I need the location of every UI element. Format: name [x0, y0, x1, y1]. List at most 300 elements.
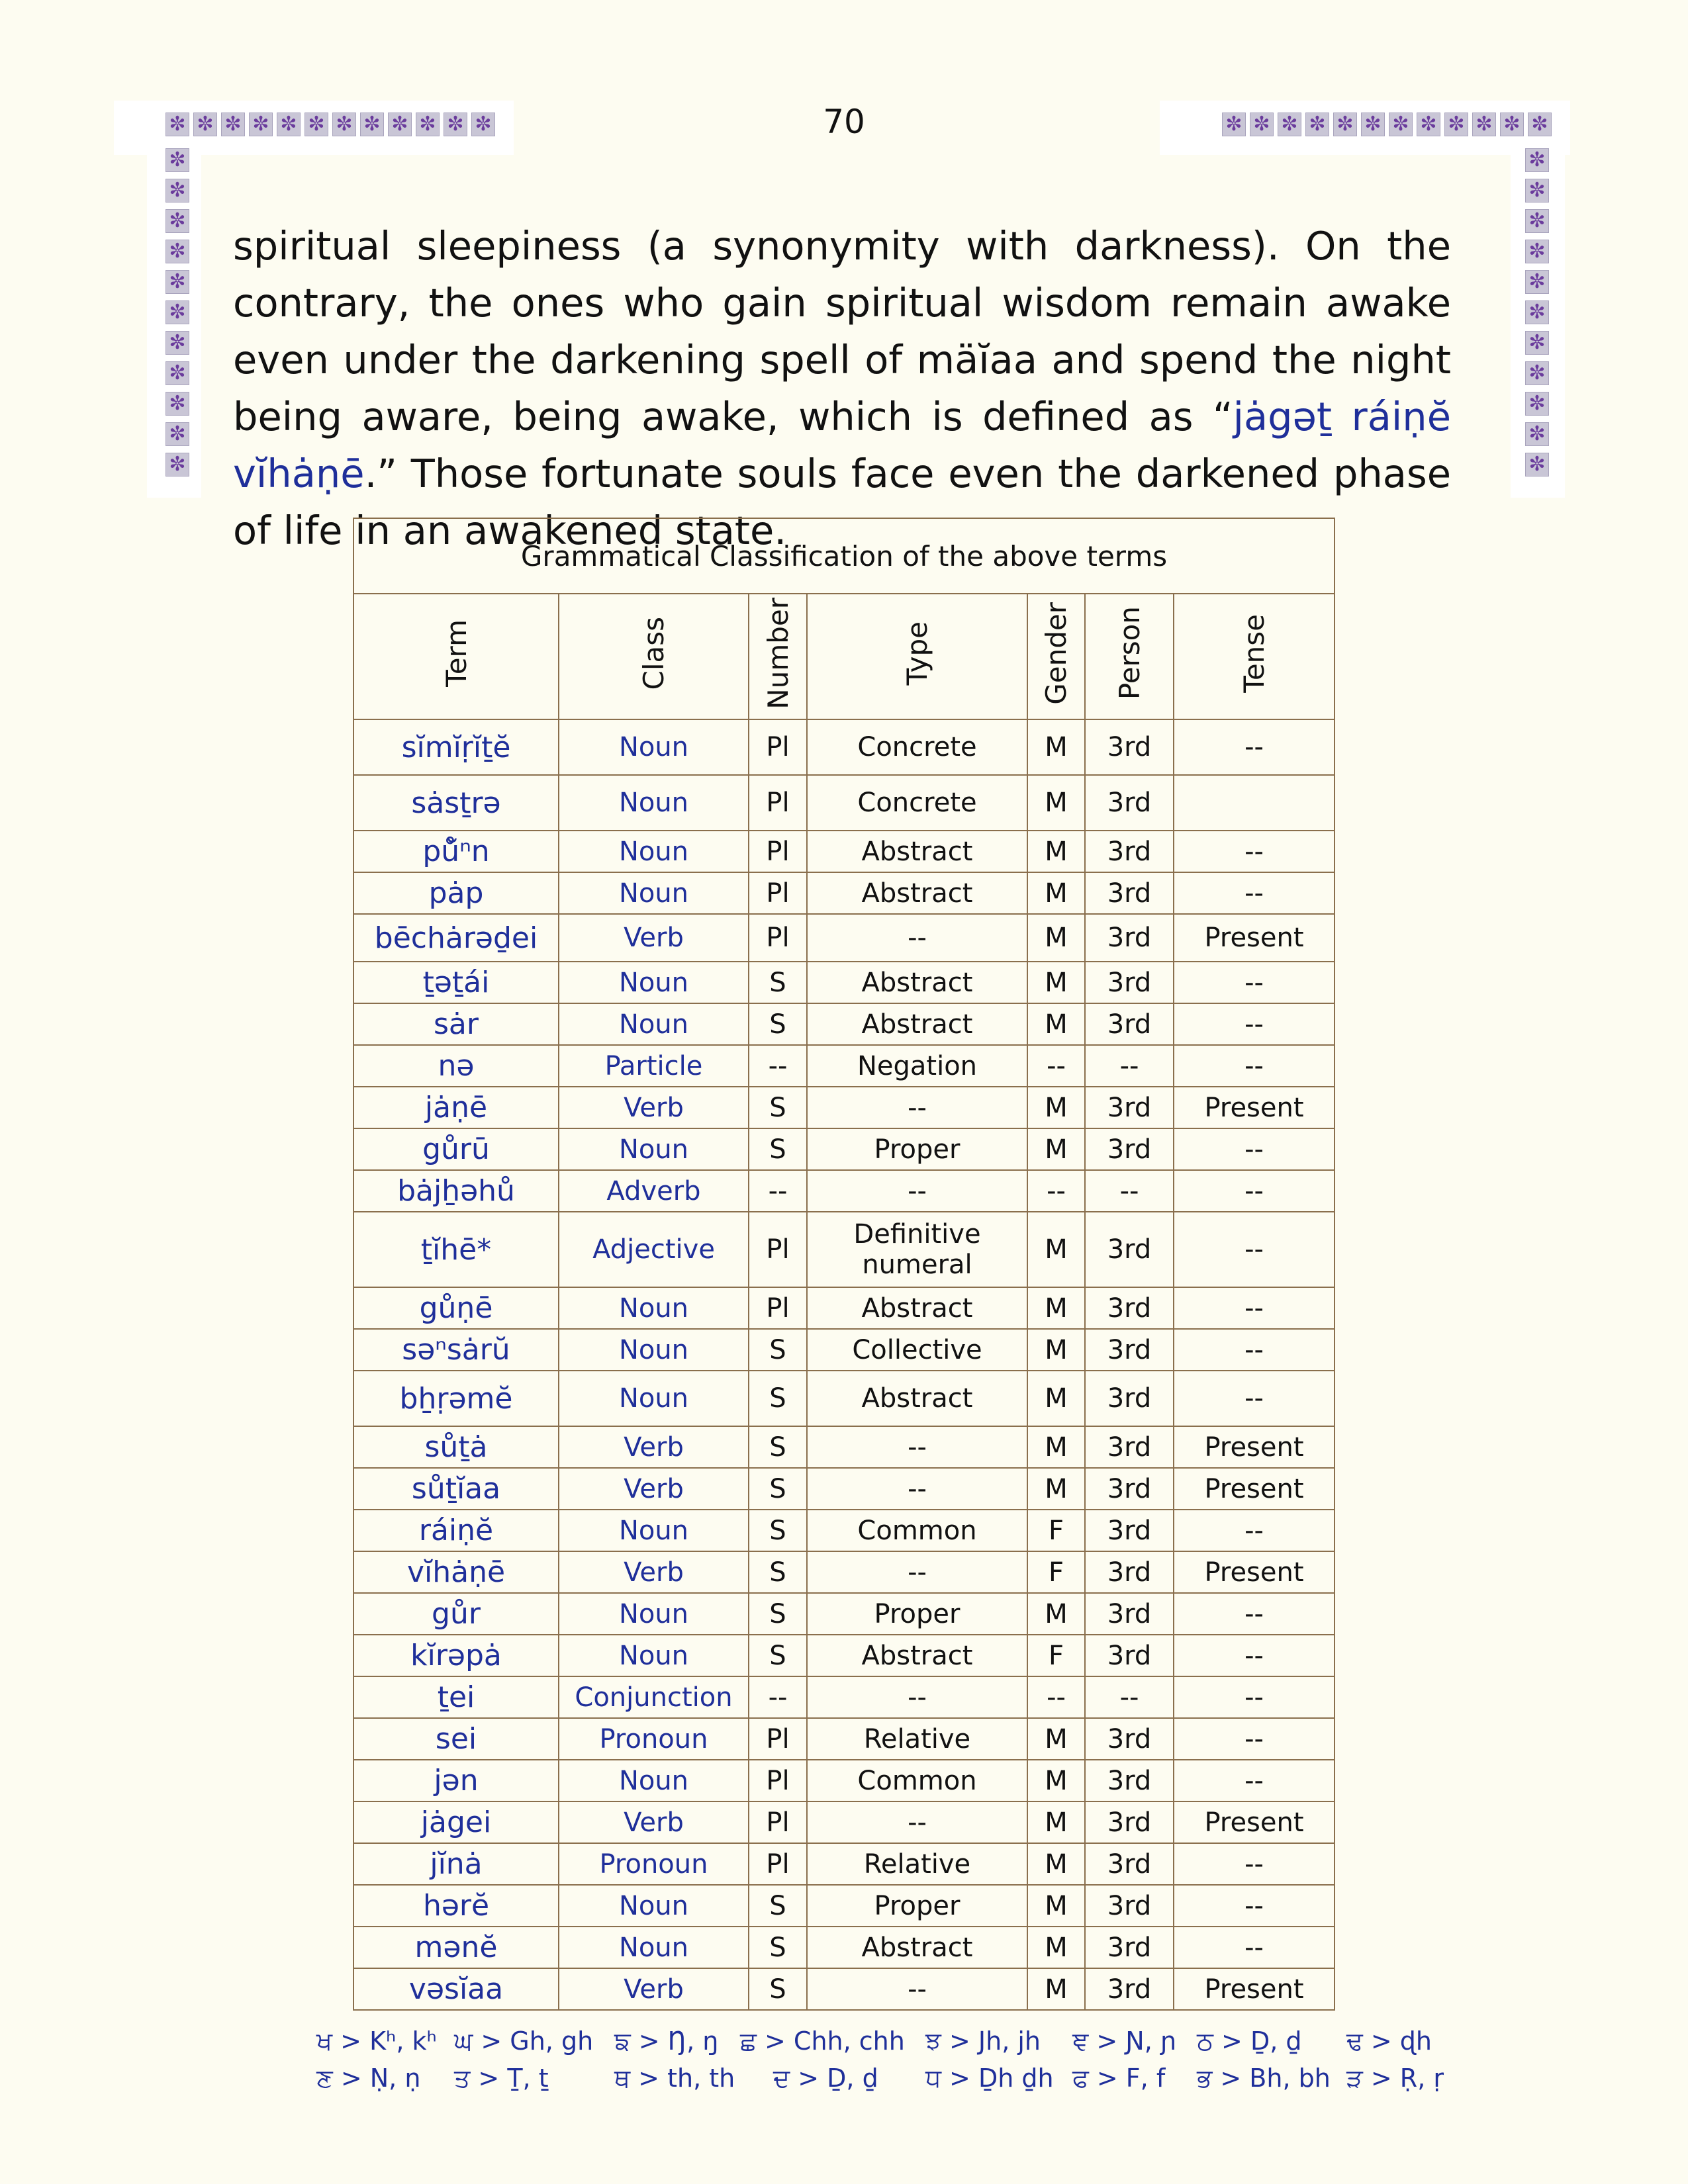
cell-person: 3rd [1085, 1468, 1174, 1510]
paragraph-quote-term: jȧgəṯ ráiṇĕ vĭhȧṇē [233, 394, 1451, 496]
flower-ornament-icon: ✼ [1525, 422, 1549, 446]
cell-gender: M [1027, 719, 1085, 775]
cell-tense: -- [1174, 1045, 1335, 1087]
legend-item: ਭ > Bh, bh [1197, 2064, 1331, 2093]
cell-type: -- [807, 1426, 1027, 1468]
cell-term: mənĕ [353, 1927, 559, 1968]
cell-gender: F [1027, 1635, 1085, 1676]
cell-tense [1174, 775, 1335, 831]
header-tense-label: Tense [1238, 614, 1270, 693]
flower-ornament-icon: ✼ [193, 113, 217, 136]
cell-type: Proper [807, 1128, 1027, 1170]
header-term-label: Term [440, 619, 473, 687]
cell-number: S [749, 1371, 807, 1426]
header-gender-label: Gender [1040, 602, 1072, 705]
cell-term: bȧjẖəhů [353, 1170, 559, 1212]
cell-term: vəsĭaa [353, 1968, 559, 2010]
cell-gender: -- [1027, 1170, 1085, 1212]
cell-gender: M [1027, 914, 1085, 962]
table-row [353, 831, 1335, 872]
cell-class: Noun [559, 775, 749, 831]
cell-tense: -- [1174, 1170, 1335, 1212]
cell-person: 3rd [1085, 1128, 1174, 1170]
flower-ornament-icon: ✼ [1525, 331, 1549, 355]
cell-term: jȧṇē [353, 1087, 559, 1128]
flower-ornament-icon: ✼ [165, 392, 189, 416]
cell-term: ṯəṯái [353, 962, 559, 1003]
cell-type: Concrete [807, 775, 1027, 831]
cell-gender: M [1027, 775, 1085, 831]
header-class [559, 594, 749, 719]
cell-class: Verb [559, 1968, 749, 2010]
cell-class: Verb [559, 1468, 749, 1510]
cell-type: Abstract [807, 1927, 1027, 1968]
flower-ornament-icon: ✼ [1305, 113, 1329, 136]
cell-term: jĭnȧ [353, 1843, 559, 1885]
legend-item: ਛ > Chh, chh [740, 2026, 905, 2056]
table-caption: Grammatical Classification of the above terms [353, 518, 1335, 594]
legend-item: ਠ > Ḏ, ḏ [1197, 2026, 1302, 2056]
header-number-label: Number [761, 597, 794, 709]
cell-class: Verb [559, 1551, 749, 1593]
table-row [353, 1087, 1335, 1128]
cell-number: S [749, 1510, 807, 1551]
table-header-row [353, 594, 1335, 719]
flower-ornament-icon: ✼ [1389, 113, 1413, 136]
cell-person: -- [1085, 1045, 1174, 1087]
flower-ornament-icon: ✼ [1444, 113, 1468, 136]
cell-gender: M [1027, 872, 1085, 914]
cell-type: Negation [807, 1045, 1027, 1087]
flower-ornament-icon: ✼ [249, 113, 273, 136]
cell-number: Pl [749, 1287, 807, 1329]
flower-ornament-icon: ✼ [1222, 113, 1246, 136]
header-person-label: Person [1113, 606, 1146, 700]
cell-tense: -- [1174, 1885, 1335, 1927]
flower-ornament-icon: ✼ [1525, 179, 1549, 203]
cell-gender: M [1027, 1843, 1085, 1885]
cell-number: S [749, 1329, 807, 1371]
cell-term: sůṯĭaa [353, 1468, 559, 1510]
table-row [353, 1551, 1335, 1593]
cell-number: Pl [749, 1801, 807, 1843]
cell-gender: M [1027, 1801, 1085, 1843]
paragraph-text-after: .” Those fortunate souls face even the darkened phase of life in an awakened state. [233, 451, 1451, 553]
cell-gender: M [1027, 1128, 1085, 1170]
cell-number: Pl [749, 872, 807, 914]
cell-tense: -- [1174, 831, 1335, 872]
flower-ornament-icon: ✼ [165, 113, 189, 136]
cell-type: -- [807, 1801, 1027, 1843]
flower-ornament-icon: ✼ [1278, 113, 1301, 136]
cell-number: S [749, 1593, 807, 1635]
flower-ornament-icon: ✼ [1525, 453, 1549, 477]
cell-person: 3rd [1085, 1593, 1174, 1635]
cell-type: -- [807, 914, 1027, 962]
cell-term: ṯĭhē* [353, 1212, 559, 1287]
table-row [353, 1593, 1335, 1635]
cell-number: -- [749, 1170, 807, 1212]
cell-term: jȧgei [353, 1801, 559, 1843]
cell-tense: -- [1174, 1676, 1335, 1718]
table-row [353, 872, 1335, 914]
cell-class: Noun [559, 962, 749, 1003]
cell-person: 3rd [1085, 1801, 1174, 1843]
cell-tense: -- [1174, 1371, 1335, 1426]
flower-ornament-icon: ✼ [1525, 361, 1549, 385]
cell-person: 3rd [1085, 1510, 1174, 1551]
table-row [353, 1885, 1335, 1927]
cell-person: 3rd [1085, 1718, 1174, 1760]
cell-term: pȧp [353, 872, 559, 914]
table-caption-row [353, 518, 1335, 594]
cell-person: 3rd [1085, 1426, 1174, 1468]
cell-gender: M [1027, 1468, 1085, 1510]
legend-item: ਣ > Ṇ, ṇ [316, 2064, 421, 2093]
cell-type: Collective [807, 1329, 1027, 1371]
cell-number: Pl [749, 1212, 807, 1287]
cell-class: Noun [559, 1287, 749, 1329]
cell-type: Common [807, 1510, 1027, 1551]
cell-type: Definitive numeral [807, 1212, 1027, 1287]
cell-person: 3rd [1085, 1885, 1174, 1927]
cell-class: Adverb [559, 1170, 749, 1212]
cell-number: Pl [749, 914, 807, 962]
cell-number: Pl [749, 831, 807, 872]
cell-gender: F [1027, 1510, 1085, 1551]
cell-person: 3rd [1085, 1329, 1174, 1371]
cell-class: Verb [559, 1426, 749, 1468]
cell-class: Verb [559, 1801, 749, 1843]
cell-class: Noun [559, 1510, 749, 1551]
cell-class: Noun [559, 1635, 749, 1676]
cell-term: sȧsṯrə [353, 775, 559, 831]
cell-class: Noun [559, 1927, 749, 1968]
grammar-table [353, 518, 1335, 2011]
legend-item: ੜ > Ṛ, ṛ [1346, 2064, 1444, 2093]
table-row [353, 1329, 1335, 1371]
cell-type: -- [807, 1551, 1027, 1593]
cell-term: bēchȧrəḏei [353, 914, 559, 962]
cell-tense: -- [1174, 872, 1335, 914]
legend-item: ਦ > Ḏ, ḏ [773, 2064, 878, 2093]
cell-number: S [749, 1551, 807, 1593]
flower-ornament-icon: ✼ [165, 270, 189, 294]
flower-ornament-icon: ✼ [1525, 209, 1549, 233]
table-row [353, 1718, 1335, 1760]
table-row [353, 1801, 1335, 1843]
cell-class: Noun [559, 1885, 749, 1927]
cell-gender: M [1027, 1593, 1085, 1635]
cell-gender: M [1027, 831, 1085, 872]
cell-class: Noun [559, 831, 749, 872]
table-row [353, 1371, 1335, 1426]
cell-tense: -- [1174, 719, 1335, 775]
table-row [353, 1287, 1335, 1329]
cell-type: Relative [807, 1843, 1027, 1885]
cell-type: Concrete [807, 719, 1027, 775]
cell-tense: -- [1174, 1843, 1335, 1885]
flower-ornament-icon: ✼ [277, 113, 301, 136]
flower-ornament-icon: ✼ [1525, 148, 1549, 172]
table-row [353, 1468, 1335, 1510]
flower-ornament-icon: ✼ [1472, 113, 1496, 136]
cell-number: S [749, 1968, 807, 2010]
table-row [353, 1927, 1335, 1968]
cell-gender: -- [1027, 1676, 1085, 1718]
table-row [353, 1968, 1335, 2010]
cell-number: -- [749, 1045, 807, 1087]
table-row [353, 1510, 1335, 1551]
cell-term: bẖṛəmĕ [353, 1371, 559, 1426]
cell-gender: M [1027, 1329, 1085, 1371]
cell-person: 3rd [1085, 1968, 1174, 2010]
flower-ornament-icon: ✼ [165, 361, 189, 385]
flower-ornament-icon: ✼ [221, 113, 245, 136]
table-row [353, 1843, 1335, 1885]
table-row [353, 1635, 1335, 1676]
flower-ornament-icon: ✼ [1250, 113, 1274, 136]
flower-ornament-icon: ✼ [444, 113, 467, 136]
flower-ornament-icon: ✼ [332, 113, 356, 136]
cell-number: Pl [749, 1718, 807, 1760]
legend-item: ਞ > Ɲ, ɲ [1072, 2026, 1177, 2056]
header-tense [1174, 594, 1335, 719]
flower-ornament-icon: ✼ [416, 113, 440, 136]
cell-type: Relative [807, 1718, 1027, 1760]
cell-term: hərĕ [353, 1885, 559, 1927]
table-row [353, 1212, 1335, 1287]
table-row [353, 1045, 1335, 1087]
cell-type: Abstract [807, 872, 1027, 914]
cell-person: 3rd [1085, 775, 1174, 831]
cell-gender: M [1027, 1087, 1085, 1128]
header-type-label: Type [901, 621, 933, 686]
cell-type: -- [807, 1676, 1027, 1718]
cell-person: 3rd [1085, 1843, 1174, 1885]
cell-gender: M [1027, 1718, 1085, 1760]
cell-class: Noun [559, 1128, 749, 1170]
table-row [353, 962, 1335, 1003]
cell-term: gůr [353, 1593, 559, 1635]
flower-ornament-icon: ✼ [1525, 240, 1549, 263]
cell-term: ṯei [353, 1676, 559, 1718]
cell-type: Abstract [807, 831, 1027, 872]
cell-gender: F [1027, 1551, 1085, 1593]
cell-type: Abstract [807, 1287, 1027, 1329]
legend-item: ਝ > Jh, jh [925, 2026, 1041, 2056]
cell-term: nə [353, 1045, 559, 1087]
flower-ornament-icon: ✼ [471, 113, 495, 136]
cell-tense: -- [1174, 1003, 1335, 1045]
cell-type: Proper [807, 1593, 1027, 1635]
cell-tense: Present [1174, 1087, 1335, 1128]
cell-tense: -- [1174, 1287, 1335, 1329]
cell-tense: -- [1174, 1128, 1335, 1170]
cell-gender: M [1027, 1927, 1085, 1968]
flower-ornament-icon: ✼ [165, 422, 189, 446]
flower-ornament-icon: ✼ [388, 113, 412, 136]
header-gender [1027, 594, 1085, 719]
flower-ornament-icon: ✼ [1528, 113, 1552, 136]
cell-person: 3rd [1085, 719, 1174, 775]
cell-type: -- [807, 1968, 1027, 2010]
header-class-label: Class [637, 616, 670, 690]
cell-type: -- [807, 1468, 1027, 1510]
flower-ornament-icon: ✼ [165, 148, 189, 172]
cell-tense: Present [1174, 1968, 1335, 2010]
cell-tense: -- [1174, 1635, 1335, 1676]
cell-person: 3rd [1085, 872, 1174, 914]
table-row [353, 1676, 1335, 1718]
cell-gender: M [1027, 1212, 1085, 1287]
header-term [353, 594, 559, 719]
table-row [353, 1760, 1335, 1801]
header-number [749, 594, 807, 719]
cell-type: Abstract [807, 1635, 1027, 1676]
legend-item: ਧ > Ḏh ḏh [925, 2064, 1054, 2093]
cell-gender: M [1027, 1885, 1085, 1927]
cell-term: gůṇē [353, 1287, 559, 1329]
cell-tense: -- [1174, 1212, 1335, 1287]
cell-number: S [749, 1426, 807, 1468]
cell-tense: -- [1174, 1760, 1335, 1801]
legend-item: ਘ > Gh, gh [454, 2026, 594, 2056]
cell-term: sȧr [353, 1003, 559, 1045]
cell-term: sei [353, 1718, 559, 1760]
cell-person: 3rd [1085, 1003, 1174, 1045]
cell-gender: M [1027, 1760, 1085, 1801]
cell-number: Pl [749, 719, 807, 775]
cell-term: pů̆ⁿn [353, 831, 559, 872]
cell-term: gůrū [353, 1128, 559, 1170]
cell-type: Proper [807, 1885, 1027, 1927]
cell-gender: M [1027, 1426, 1085, 1468]
cell-number: S [749, 1003, 807, 1045]
cell-class: Noun [559, 1371, 749, 1426]
cell-gender: M [1027, 1968, 1085, 2010]
cell-number: Pl [749, 1760, 807, 1801]
cell-term: ráiṇĕ [353, 1510, 559, 1551]
cell-number: S [749, 1087, 807, 1128]
flower-ornament-icon: ✼ [1361, 113, 1385, 136]
table-row [353, 914, 1335, 962]
cell-person: 3rd [1085, 1760, 1174, 1801]
cell-class: Noun [559, 872, 749, 914]
cell-tense: -- [1174, 1329, 1335, 1371]
cell-person: -- [1085, 1170, 1174, 1212]
page-number: 70 [823, 103, 865, 141]
cell-term: sĭmĭṛĭṯĕ [353, 719, 559, 775]
cell-class: Particle [559, 1045, 749, 1087]
cell-number: S [749, 1468, 807, 1510]
ornament-column-right [1525, 148, 1549, 477]
flower-ornament-icon: ✼ [360, 113, 384, 136]
cell-gender: M [1027, 1371, 1085, 1426]
cell-class: Verb [559, 1087, 749, 1128]
legend-item: ਙ > Ŋ, ŋ [614, 2026, 719, 2056]
table-row [353, 1426, 1335, 1468]
cell-type: -- [807, 1170, 1027, 1212]
cell-class: Noun [559, 1329, 749, 1371]
flower-ornament-icon: ✼ [1333, 113, 1357, 136]
flower-ornament-icon: ✼ [1500, 113, 1524, 136]
table-row [353, 775, 1335, 831]
cell-class: Adjective [559, 1212, 749, 1287]
cell-type: Abstract [807, 962, 1027, 1003]
legend-item: ਤ > Ṯ, ṯ [454, 2064, 549, 2093]
cell-class: Noun [559, 1760, 749, 1801]
cell-person: 3rd [1085, 1635, 1174, 1676]
legend-item: ਖ > Kʰ, kʰ [316, 2026, 437, 2056]
legend-item: ਥ > th, th [614, 2064, 735, 2093]
flower-ornament-icon: ✼ [165, 240, 189, 263]
cell-term: jən [353, 1760, 559, 1801]
cell-term: səⁿsȧrŭ [353, 1329, 559, 1371]
cell-person: 3rd [1085, 831, 1174, 872]
flower-ornament-icon: ✼ [1417, 113, 1440, 136]
cell-number: S [749, 1885, 807, 1927]
flower-ornament-icon: ✼ [1525, 300, 1549, 324]
cell-number: -- [749, 1676, 807, 1718]
cell-term: sůṯȧ [353, 1426, 559, 1468]
cell-tense: -- [1174, 1927, 1335, 1968]
flower-ornament-icon: ✼ [1525, 270, 1549, 294]
cell-tense: -- [1174, 1510, 1335, 1551]
cell-number: Pl [749, 775, 807, 831]
cell-gender: M [1027, 1287, 1085, 1329]
header-type [807, 594, 1027, 719]
flower-ornament-icon: ✼ [165, 453, 189, 477]
legend-item: ਫ > F, f [1072, 2064, 1166, 2093]
cell-type: -- [807, 1087, 1027, 1128]
cell-class: Noun [559, 719, 749, 775]
cell-type: Abstract [807, 1003, 1027, 1045]
cell-class: Noun [559, 1003, 749, 1045]
cell-person: 3rd [1085, 1087, 1174, 1128]
cell-person: 3rd [1085, 1927, 1174, 1968]
cell-person: -- [1085, 1676, 1174, 1718]
cell-tense: -- [1174, 1593, 1335, 1635]
cell-person: 3rd [1085, 1212, 1174, 1287]
flower-ornament-icon: ✼ [165, 300, 189, 324]
cell-term: vĭhȧṇē [353, 1551, 559, 1593]
flower-ornament-icon: ✼ [165, 179, 189, 203]
flower-ornament-icon: ✼ [165, 209, 189, 233]
cell-tense: Present [1174, 1426, 1335, 1468]
cell-class: Pronoun [559, 1843, 749, 1885]
paragraph-text-before: spiritual sleepiness (a synonymity with darkness). On the contrary, the ones who gain spiritual wisdom remain awake even under the darkening spell of mäĭaa and spend the night being aware, being awake, which is defined as “ [233, 223, 1451, 439]
cell-gender: -- [1027, 1045, 1085, 1087]
flower-ornament-icon: ✼ [165, 331, 189, 355]
cell-class: Conjunction [559, 1676, 749, 1718]
table-row [353, 719, 1335, 775]
cell-gender: M [1027, 962, 1085, 1003]
cell-tense: -- [1174, 962, 1335, 1003]
table-row [353, 1128, 1335, 1170]
cell-class: Pronoun [559, 1718, 749, 1760]
cell-person: 3rd [1085, 1287, 1174, 1329]
cell-class: Noun [559, 1593, 749, 1635]
cell-person: 3rd [1085, 914, 1174, 962]
cell-number: S [749, 1635, 807, 1676]
flower-ornament-icon: ✼ [305, 113, 328, 136]
cell-number: S [749, 962, 807, 1003]
table-row [353, 1003, 1335, 1045]
cell-tense: Present [1174, 1551, 1335, 1593]
cell-tense: Present [1174, 914, 1335, 962]
cell-tense: Present [1174, 1801, 1335, 1843]
